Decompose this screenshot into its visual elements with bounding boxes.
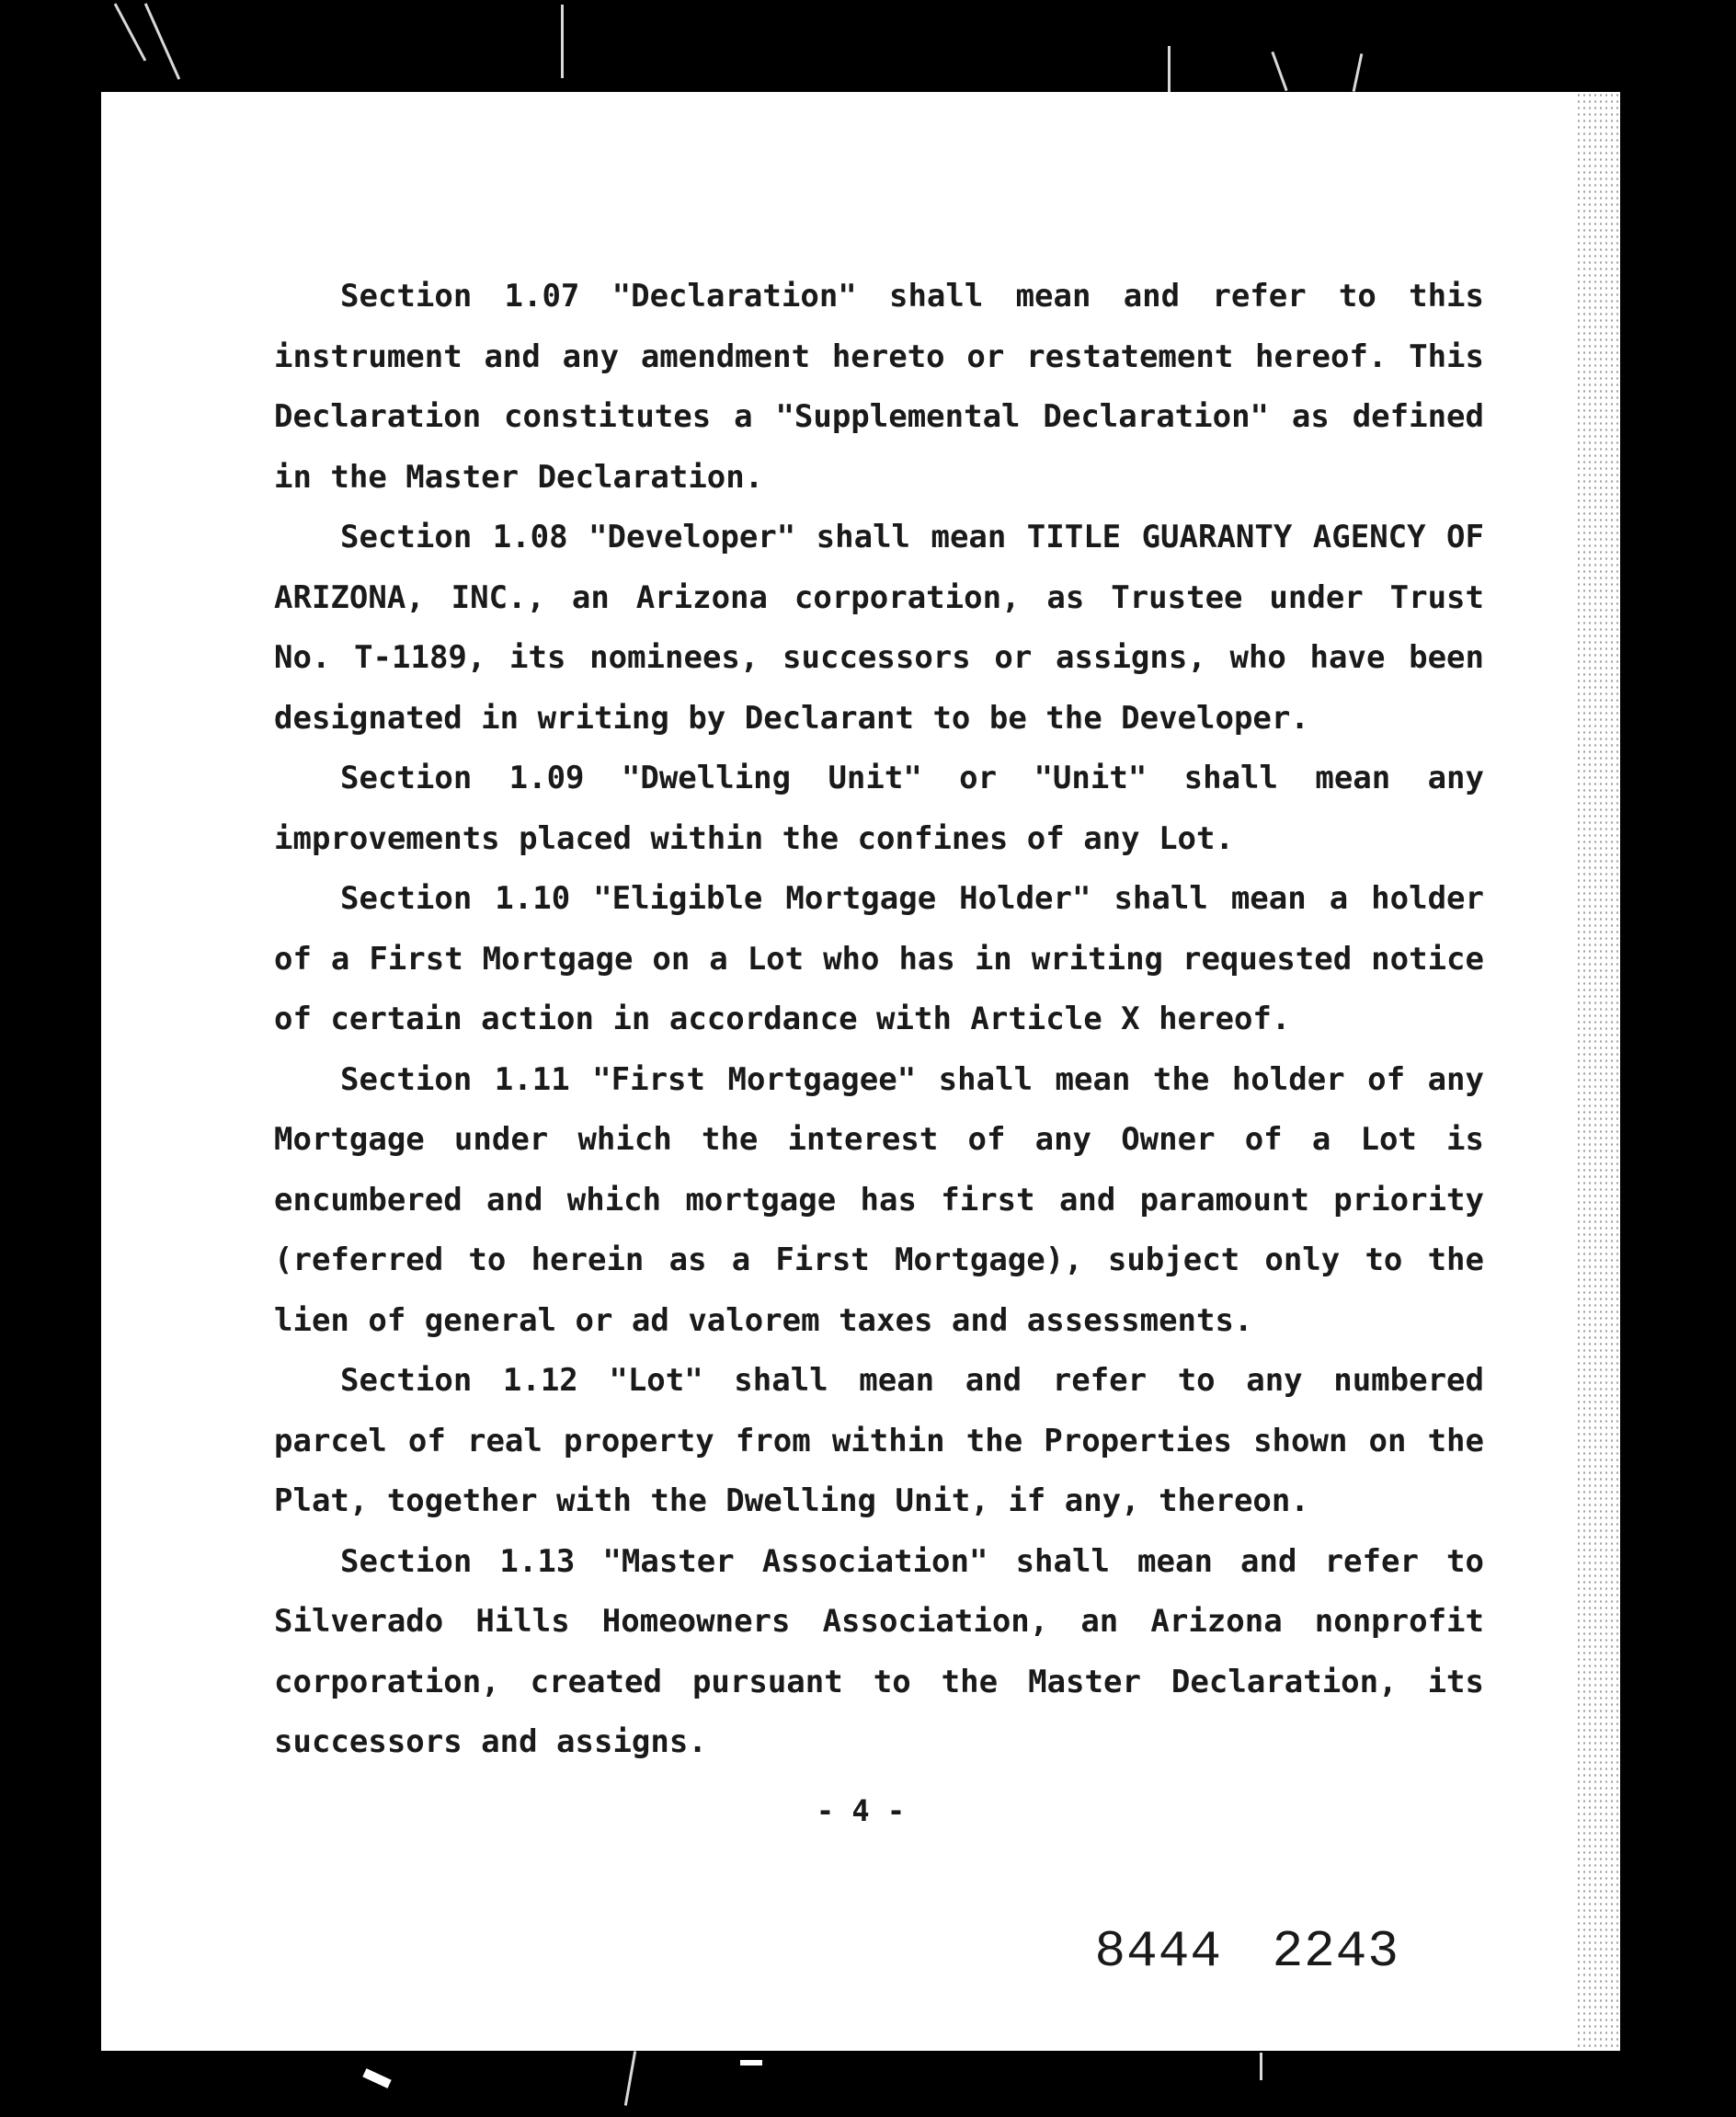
document-number: 8444 2243 xyxy=(1094,1922,1399,1981)
film-speck xyxy=(740,2060,762,2066)
section-1-07-paragraph: Section 1.07 "Declaration" shall mean and refer to this instrument and any amendment hereto or restatement hereof. This Declaration constitutes a "Supplemental Declaration" as defined in the Master Declaration. xyxy=(274,278,1484,496)
section-1-08-paragraph: Section 1.08 "Developer" shall mean TITLE GUARANTY AGENCY OF ARIZONA, INC., an Arizona corporation, as Trustee under Trust No. T-1189, its nominees, successors or assigns, who have been designated in writing by Declarant to be the Developer. xyxy=(274,519,1484,737)
document-page xyxy=(101,92,1620,2051)
film-scratch xyxy=(624,2051,636,2106)
section-1-13-paragraph: Section 1.13 "Master Association" shall mean and refer to Silverado Hills Homeowners Association, an Arizona nonprofit corporation, created pursuant to the Master Declaration, its successors and assigns. xyxy=(274,1542,1484,1760)
film-scratch xyxy=(1353,53,1364,92)
page-edge-noise xyxy=(1576,92,1620,2051)
document-body xyxy=(274,267,1484,1773)
section-1-10-paragraph: Section 1.10 "Eligible Mortgage Holder" shall mean a holder of a First Mortgage on a Lot who has in writing requested notice of certain action in accordance with Article X hereof. xyxy=(274,880,1484,1037)
section-1-11-paragraph: Section 1.11 "First Mortgagee" shall mean the holder of any Mortgage under which the interest of any Owner of a Lot is encumbered and which mortgage has first and paramount priority (referred to herein as a First Mortgage), subject only to the lien of general or ad valorem taxes and assessments. xyxy=(274,1060,1484,1339)
film-scratch xyxy=(1260,2053,1262,2080)
page-number: - 4 - xyxy=(816,1793,906,1828)
film-scratch xyxy=(561,5,564,78)
section-1-09-paragraph: Section 1.09 "Dwelling Unit" or "Unit" shall mean any improvements placed within the confines of any Lot. xyxy=(274,760,1484,857)
film-scratch xyxy=(114,3,147,61)
film-scratch xyxy=(1271,51,1287,91)
film-scratch xyxy=(144,3,180,79)
film-scratch xyxy=(1168,46,1171,92)
film-speck xyxy=(362,2068,391,2088)
section-1-12-paragraph: Section 1.12 "Lot" shall mean and refer to any numbered parcel of real property from within the Properties shown on the Plat, together with the Dwelling Unit, if any, thereon. xyxy=(274,1362,1484,1519)
